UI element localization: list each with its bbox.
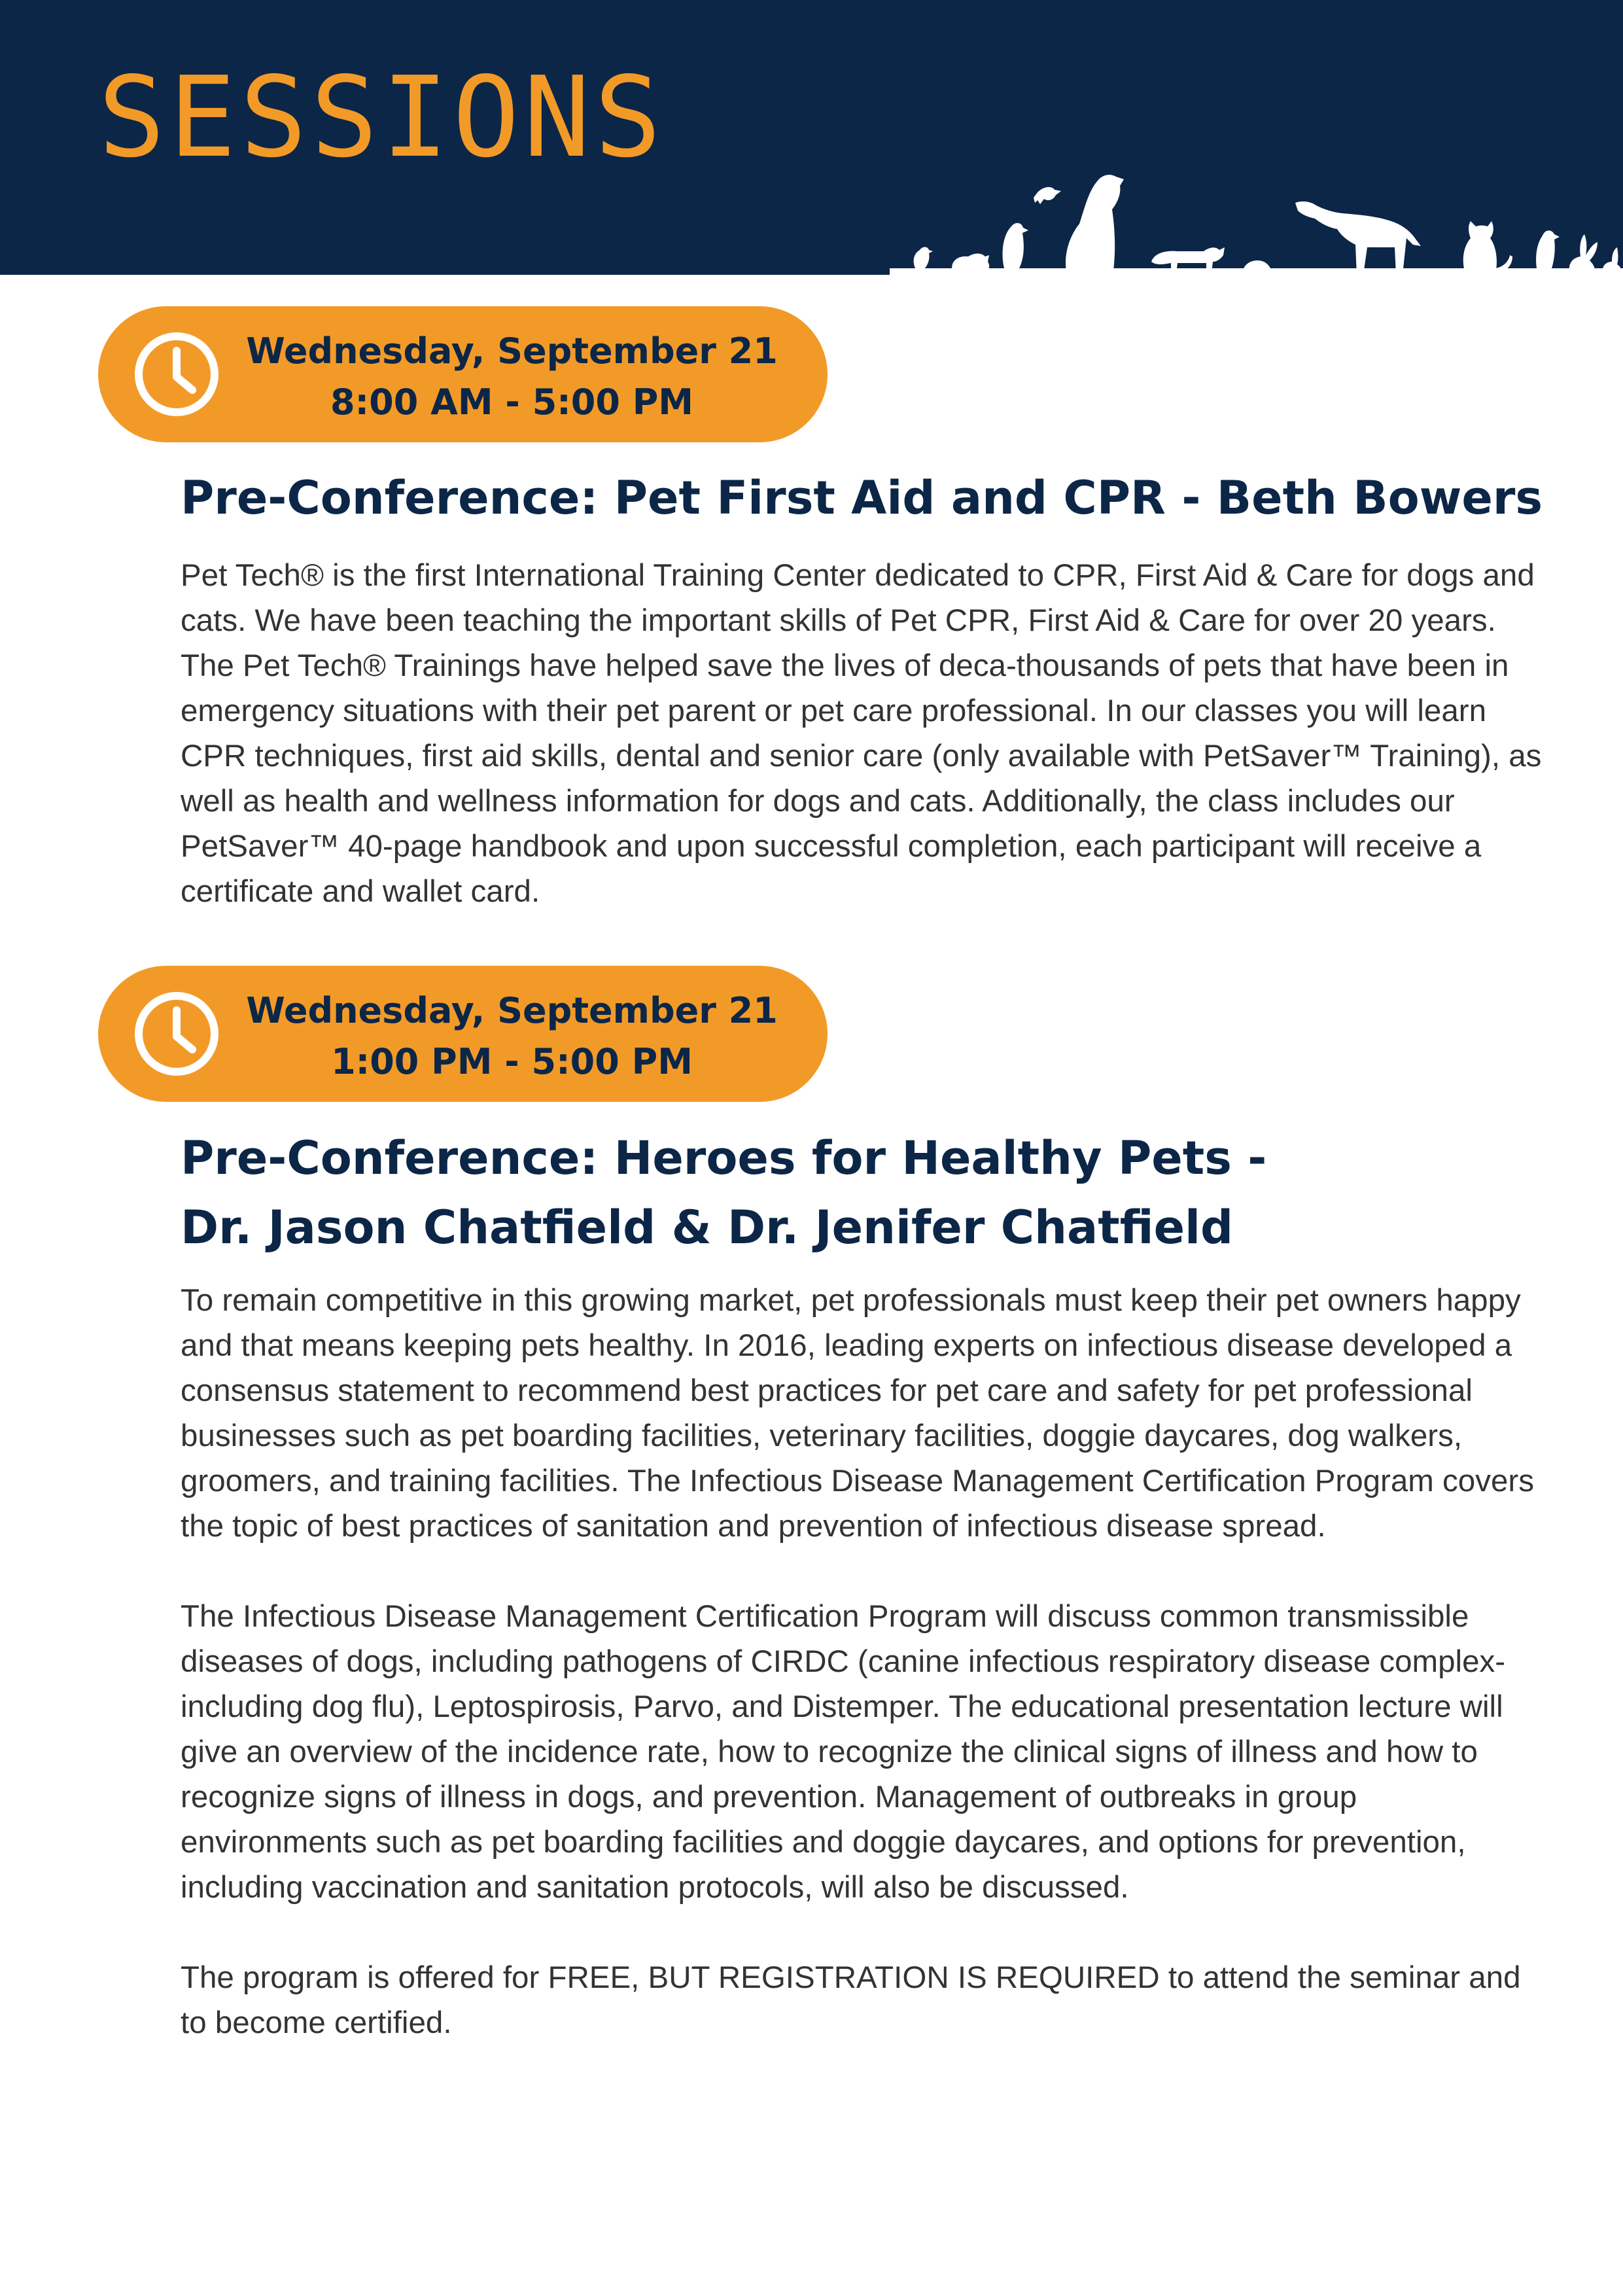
page-title: SESSIONS xyxy=(98,53,665,183)
session-title xyxy=(181,1123,1554,1262)
session-time: 1:00 PM - 5:00 PM xyxy=(331,1041,693,1082)
session-title-line: Dr. Jason Chatfield & Dr. Jenifer Chatfield xyxy=(181,1201,1234,1254)
session-time-pill xyxy=(98,306,828,442)
session-description xyxy=(181,553,1548,914)
session-paragraph: The Infectious Disease Management Certification Program will discuss common transmissible diseases of dogs, including pathogens of CIRDC (canine infectious respiratory disease complex- including dog flu), Leptospirosis, Parvo, and Distemper. The educational presentation lecture will give an overview of the incidence rate, how to recognize the clinical signs of illness and how to recognize signs of illness in dogs, and prevention. Management of outbreaks in group environments such as pet boarding facilities and doggie daycares, and options for prevention, including vaccination and sanitation protocols, will also be discussed. xyxy=(181,1599,1506,1905)
session-paragraph: The program is offered for FREE, BUT REGISTRATION IS REQUIRED to attend the seminar and to become certified. xyxy=(181,1960,1521,2040)
clock-icon xyxy=(132,989,221,1078)
session-description xyxy=(181,1278,1548,2045)
session-title-line: Pre-Conference: Heroes for Healthy Pets - xyxy=(181,1131,1267,1185)
session-time-pill xyxy=(98,966,828,1102)
session-datetime xyxy=(236,985,788,1087)
session-paragraph: To remain competitive in this growing market, pet professionals must keep their pet owners happy and that means keeping pets healthy. In 2016, leading experts on infectious disease developed a consensus statement to recommend best practices for pet care and safety for pet professional businesses such as pet boarding facilities, veterinary facilities, doggie daycares, dog walkers, groomers, and training facilities. The Infectious Disease Management Certification Program covers the topic of best practices of sanitation and prevention of infectious disease spread. xyxy=(181,1283,1534,1544)
session-date: Wednesday, September 21 xyxy=(246,990,778,1031)
session-title-line: Pre-Conference: Pet First Aid and CPR - Beth Bowers xyxy=(181,471,1543,525)
session-datetime xyxy=(236,326,788,428)
session-title xyxy=(181,463,1554,533)
header-banner xyxy=(0,0,1623,275)
pet-silhouettes-icon xyxy=(890,164,1623,276)
clock-icon xyxy=(132,330,221,419)
session-time: 8:00 AM - 5:00 PM xyxy=(330,381,694,423)
session-date: Wednesday, September 21 xyxy=(246,330,778,372)
session-paragraph: Pet Tech® is the first International Training Center dedicated to CPR, First Aid & Care for dogs and cats. We have been teaching the important skills of Pet CPR, First Aid & Care for over 20 years. The Pet Tech® Trainings have helped save the lives of deca-thousands of pets that have been in emergency situations with their pet parent or pet care professional. In our classes you will learn CPR techniques, first aid skills, dental and senior care (only available with PetSaver™ Training), as well as health and wellness information for dogs and cats. Additionally, the class includes our PetSaver™ 40-page handbook and upon successful completion, each participant will receive a certificate and wallet card. xyxy=(181,558,1542,909)
